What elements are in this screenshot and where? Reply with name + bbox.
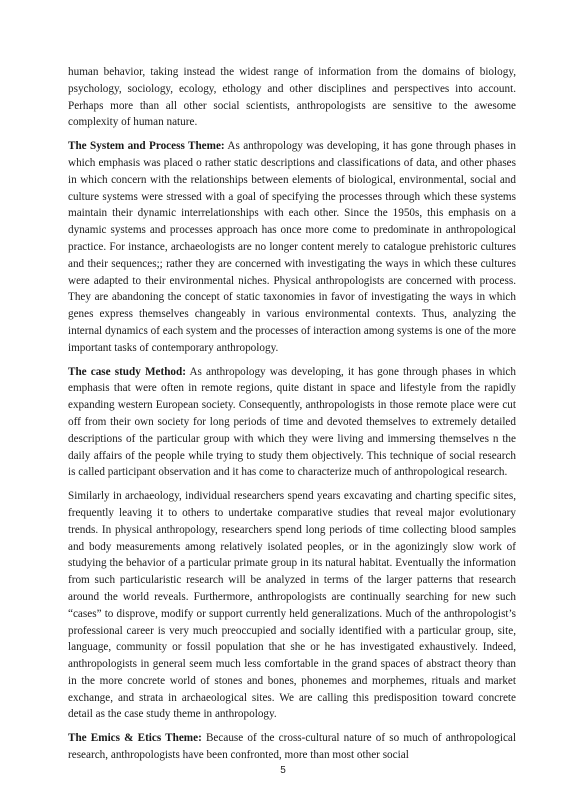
page-number: 5 xyxy=(280,765,286,776)
paragraph-text: As anthropology was developing, it has gone through phases in which emphasis that were often in remote regions, quite distant in space and lifestyle from the rapidly expanding western European society. Consequently, anthropologists in those remote place were cut off from their own society for long periods of time and devoted themselves to extremely detailed descriptions of the particular group with which they were living and immersing themselves n the daily affairs of the people while trying to study them objectively. This technique of social research is called participant observation and it has come to characterize much of anthropological research. xyxy=(68,365,516,479)
paragraph-text: Similarly in archaeology, individual researchers spend years excavating and charting specific sites, frequently leaving it to others to undertake comparative studies that reveal major evolutionary trends. In physical anthropology, researchers spend long periods of time collecting blood samples and body measurements among relatively isolated peoples, or in the agonizingly slow work of studying the behavior of a particular primate group in its natural habitat. Eventually the information from such particularistic research will be analyzed in terms of the larger patterns that research around the world reveals. Furthermore, anthropologists are continually searching for new such “cases” to disprove, modify or support currently held generalizations. Much of the anthropologist’s professional career is very much preoccupied and socially identified with a particular group, site, language, community or fossil population that she or he has investigated exhaustively. Indeed, anthropologists in general seem much less comfortable in the grand spaces of abstract theory than in the more concrete world of stones and bones, phonemes and morphemes, rituals and market exchange, and strata in archaeological sites. We are calling this predisposition toward concrete detail as the case study theme in anthropology. xyxy=(68,490,516,721)
paragraph-text: As anthropology was developing, it has gone through phases in which emphasis was placed o rather static descriptions and classifications of data, and other phases in which concern with the relationships between elements of biological, environmental, social and culture systems were stressed with a goal of specifying the processes through which these systems maintain their dynamic interrelationships with each other. Since the 1950s, this emphasis on a dynamic systems and processes approach has once more come to predominate in anthropological practice. For instance, archaeologists are no longer content merely to catalogue prehistoric cultures and their sequences;; rather they are concerned with investigating the ways in which these cultures were adapted to their environmental niches. Physical anthropologists are concerned with process. They are abandoning the concept of static taxonomies in favor of investigating the ways in which genes express themselves changeably in various environmental contexts. Thus, analyzing the internal dynamics of each system and the processes of interaction among systems is one of the more important tasks of contemporary anthropology. xyxy=(68,140,516,354)
paragraph-text: human behavior, taking instead the widest range of information from the domains of biology, psychology, sociology, ecology, ethology and other disciplines and perspectives into account. Perhaps more than all other social scientists, anthropologists are sensitive to the awesome complexity of human nature. xyxy=(68,66,516,129)
paragraph-intro xyxy=(68,64,516,131)
paragraph-system-process xyxy=(68,138,516,356)
paragraph-text: Because of the cross-cultural nature of so much of anthropological research, anthropologists have been confronted, more than most other social xyxy=(68,732,516,762)
paragraph-archaeology xyxy=(68,488,516,723)
document-page xyxy=(68,64,516,771)
section-heading: The Emics & Etics Theme: xyxy=(68,732,202,745)
paragraph-emics-etics xyxy=(68,730,516,764)
paragraph-case-study xyxy=(68,364,516,482)
section-heading: The System and Process Theme: xyxy=(68,140,225,153)
section-heading: The case study Method: xyxy=(68,365,186,378)
